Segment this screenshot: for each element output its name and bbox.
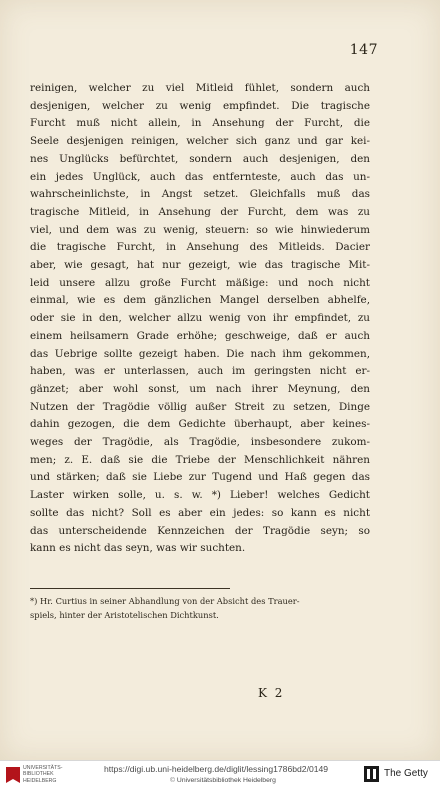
library-logo[interactable]	[6, 765, 62, 787]
text-line: weges der Tragödie, als Tragödie, insbesondere zukom-	[30, 436, 370, 449]
text-line: tragische Mitleid, in Ansehung der Furcht, dem was zu	[30, 205, 370, 218]
text-line: dahin gezogen, die dem Gedichte überhaupt, aber keines-	[30, 418, 370, 431]
text-line: nes Unglücks befürchtet, sondern auch desjenigen, den	[30, 152, 370, 165]
library-logo-text	[23, 765, 63, 784]
footnote-line: *) Hr. Curtius in seiner Abhandlung von der Absicht des Trauer-	[30, 596, 300, 606]
library-logo-line: HEIDELBERG	[23, 777, 57, 784]
text-line: Nutzen der Tragödie völlig außer Streit zu setzen, Dinge	[30, 400, 370, 413]
text-line: haben, was er unterlassen, auch im geringsten nicht er-	[30, 365, 370, 378]
signature-mark: K 2	[258, 686, 285, 700]
library-logo-icon	[6, 767, 20, 783]
copyright-notice	[170, 777, 276, 784]
text-line: wahrscheinlichste, in Angst setzet. Gleichfalls muß das	[30, 188, 370, 201]
footnote	[30, 594, 370, 622]
library-logo-line: UNIVERSITÄTS-	[23, 765, 63, 771]
viewer-footer	[0, 760, 440, 790]
getty-label: The Getty	[384, 768, 428, 779]
footnote-divider	[30, 588, 230, 589]
text-line: Laster wirken solle, u. s. w. *) Lieber! welches Gedicht	[30, 489, 370, 502]
page-number: 147	[349, 42, 378, 58]
text-line: men; z. E. daß sie die Triebe der Menschlichkeit nähren	[30, 453, 370, 466]
permalink-url[interactable]: https://digi.ub.uni-heidelberg.de/diglit/lessing1786bd2/0149	[104, 764, 329, 774]
text-line: und stärken; daß sie Liebe zur Tugend und Haß gegen das	[30, 471, 370, 484]
text-line: das Uebrige sollte gezeigt haben. Die nach ihm gekommen,	[30, 347, 370, 360]
text-line: desjenigen, welcher zu wenig empfindet. Die tragische	[30, 99, 370, 112]
getty-icon	[364, 766, 379, 782]
copyright-icon: ©	[170, 777, 176, 784]
text-line: gänzet; aber wohl sonst, um nach ihrer Meynung, den	[30, 382, 370, 395]
text-line: die tragische Furcht, in Ansehung des Mitleids. Dacier	[30, 241, 370, 254]
text-line: ein jedes Unglück, auch das entfernteste, auch das un-	[30, 170, 370, 183]
library-logo-line: BIBLIOTHEK	[23, 771, 54, 778]
text-line: sollte das nicht? Soll es aber ein jedes: so kann es nicht	[30, 506, 370, 519]
text-line: oder sie in den, welcher allzu wenig von ihr empfindet, zu	[30, 312, 370, 325]
text-line: kann es nicht das seyn, was wir suchten.	[30, 542, 246, 555]
body-text	[30, 80, 370, 558]
text-line: Furcht muß nicht allein, in Ansehung der Furcht, die	[30, 117, 370, 130]
text-line: einmal, wie es dem gänzlichen Mangel derselben abhelfe,	[30, 294, 370, 307]
footnote-line: spiels, hinter der Aristotelischen Dichtkunst.	[30, 610, 219, 620]
text-line: das unterscheidende Kennzeichen der Tragödie seyn; so	[30, 524, 370, 537]
text-line: aber, wie gesagt, hat nur gezeigt, wie das tragische Mit-	[30, 259, 370, 272]
text-line: viel, und dem was zu wenig, steuern: so wie hinwiederum	[30, 223, 370, 236]
text-line: Seele desjenigen reinigen, welcher sich ganz und gar kei-	[30, 135, 370, 148]
copyright-text: Universitätsbibliothek Heidelberg	[176, 777, 276, 784]
text-line: einem heilsamern Grade erhöhe; geschweige, daß er auch	[30, 329, 370, 342]
getty-logo[interactable]	[364, 766, 434, 784]
text-line: leid unsere allzu große Furcht mäßige: und noch nicht	[30, 276, 370, 289]
text-line: reinigen, welcher zu viel Mitleid fühlet, sondern auch	[30, 82, 370, 94]
